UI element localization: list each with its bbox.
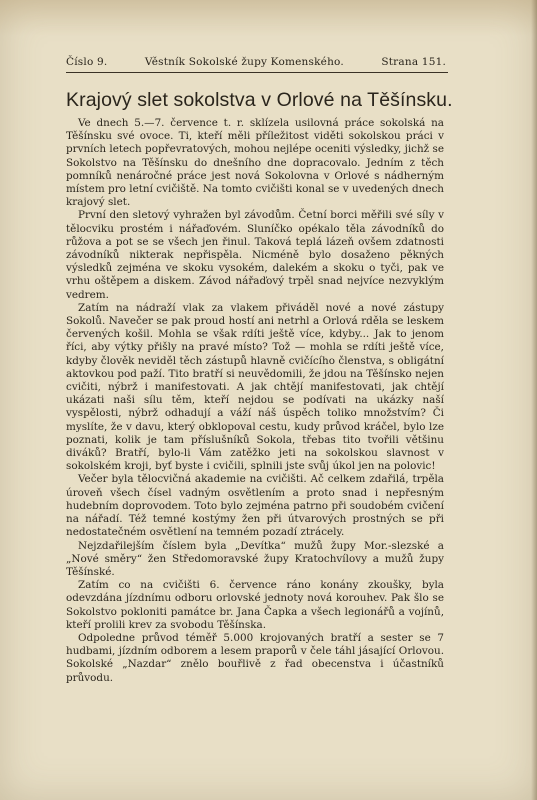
paragraph: Odpoledne průvod téměř 5.000 krojovaných bratří a sester se 7 hudbami, jízdním odborem a lesem praporů v čele táhl jásající Orlovou. Sokolské „Nazdar“ znělo bouřlivě z řad obecenstva i účastníků průvodu. — [66, 631, 444, 684]
paragraph: Ve dnech 5.—7. července t. r. sklízela usilovná práce sokolská na Těšínsku své ovoce. Ti, kteří měli příležitost viděti sokolskou práci v prvních letech popřevratových, mohou nejlépe oceniti výsledky, jichž se Sokolstvo na Těšínsku do dnešního dne dopracovalo. Jedním z těch pomníků nenáročné práce jest nová Sokolovna v Orlové s nádherným místem pro letní cvičiště. Na tomto cvičišti konal se v uvedených dnech krajový slet. — [66, 117, 444, 209]
running-header — [66, 56, 446, 68]
page-stain — [0, 0, 537, 36]
paragraph: Nejzdařilejším číslem byla „Devítka“ mužů župy Mor.-slezské a „Nové směry“ žen Středomoravské župy Kratochvílovy a mužů župy Těšínské. — [66, 539, 444, 578]
article-body — [66, 117, 444, 685]
article-title: Krajový slet sokolstva v Orlové na Těšínsku. — [66, 89, 453, 111]
paragraph: Zatím na nádraží vlak za vlakem přiváděl nové a nové zástupy Sokolů. Navečer se pak proud hostí ani netrhl a Orlová rděla se leskem červených košil. Mohla se však rdíti ještě více, kdyby... Jak to jenom říci, aby výtky přišly na pravé místo? Tož — mohla se rdíti ještě více, kdyby člověk neviděl těch zástupů hlavně cvičícího členstva, s obligátní aktovkou pod paží. Tito bratří si neuvědomili, že jdou na Těšínsko nejen cvičiti, nýbrž i manifestovati. A jak chtějí manifestovati, jak chtějí ukázati naši sílu těm, kteří nejdou se podívati na ukázky naší vyspělosti, nýbrž odhadují a váží náš úspěch toliko množstvím? Či myslíte, že v davu, který obklopoval cestu, kudy průvod kráčel, bylo lze poznati, kolik je tam příslušníků Sokola, třebas tito tvořili většinu diváků? Bratří, bylo-li Vám zatěžko jeti na sokolskou slavnost v sokolském kroji, byť byste i cvičili, splnili jste svůj úkol jen na polovic! — [66, 301, 444, 473]
issue-number: Číslo 9. — [66, 56, 108, 68]
header-rule — [66, 72, 448, 73]
paragraph: První den sletový vyhražen byl závodům. Četní borci měřili své síly v tělocviku prostém i nářaďovém. Sluníčko opékalo těla závodníků do růžova a pot se se všech jen řinul. Taková teplá lázeň ovšem zdatnosti závodníků nikterak nepřispěla. Nicméně bylo dosaženo pěkných výsledků zejména ve skoku vysokém, dalekém a skoku o tyči, pak ve vrhu oštěpem a diskem. Závod nářaďový trpěl snad nejvíce nezvyklým vedrem. — [66, 209, 444, 301]
page-number: Strana 151. — [381, 56, 446, 68]
paragraph: Večer byla tělocvičná akademie na cvičišti. Ač celkem zdařilá, trpěla úroveň všech čísel vadným osvětlením a proto snad i nepřesným hudebním doprovodem. Toto bylo zejména patrno při soudobém cvičení na nářadí. Též temné kostýmy žen při útvarových prostných se při nedostatečném osvětlení na temném pozadí ztrácely. — [66, 473, 444, 539]
paragraph: Zatím co na cvičišti 6. července ráno konány zkoušky, byla odevzdána jízdnímu odboru orlovské jednoty nová korouhev. Pak šlo se Sokolstvo pokloniti památce br. Jana Čapka a všech legionářů a vojínů, kteří prolili krev za svobodu Těšínska. — [66, 579, 444, 631]
page-edge-shadow — [531, 0, 537, 800]
journal-name: Věstník Sokolské župy Komenského. — [144, 56, 344, 68]
